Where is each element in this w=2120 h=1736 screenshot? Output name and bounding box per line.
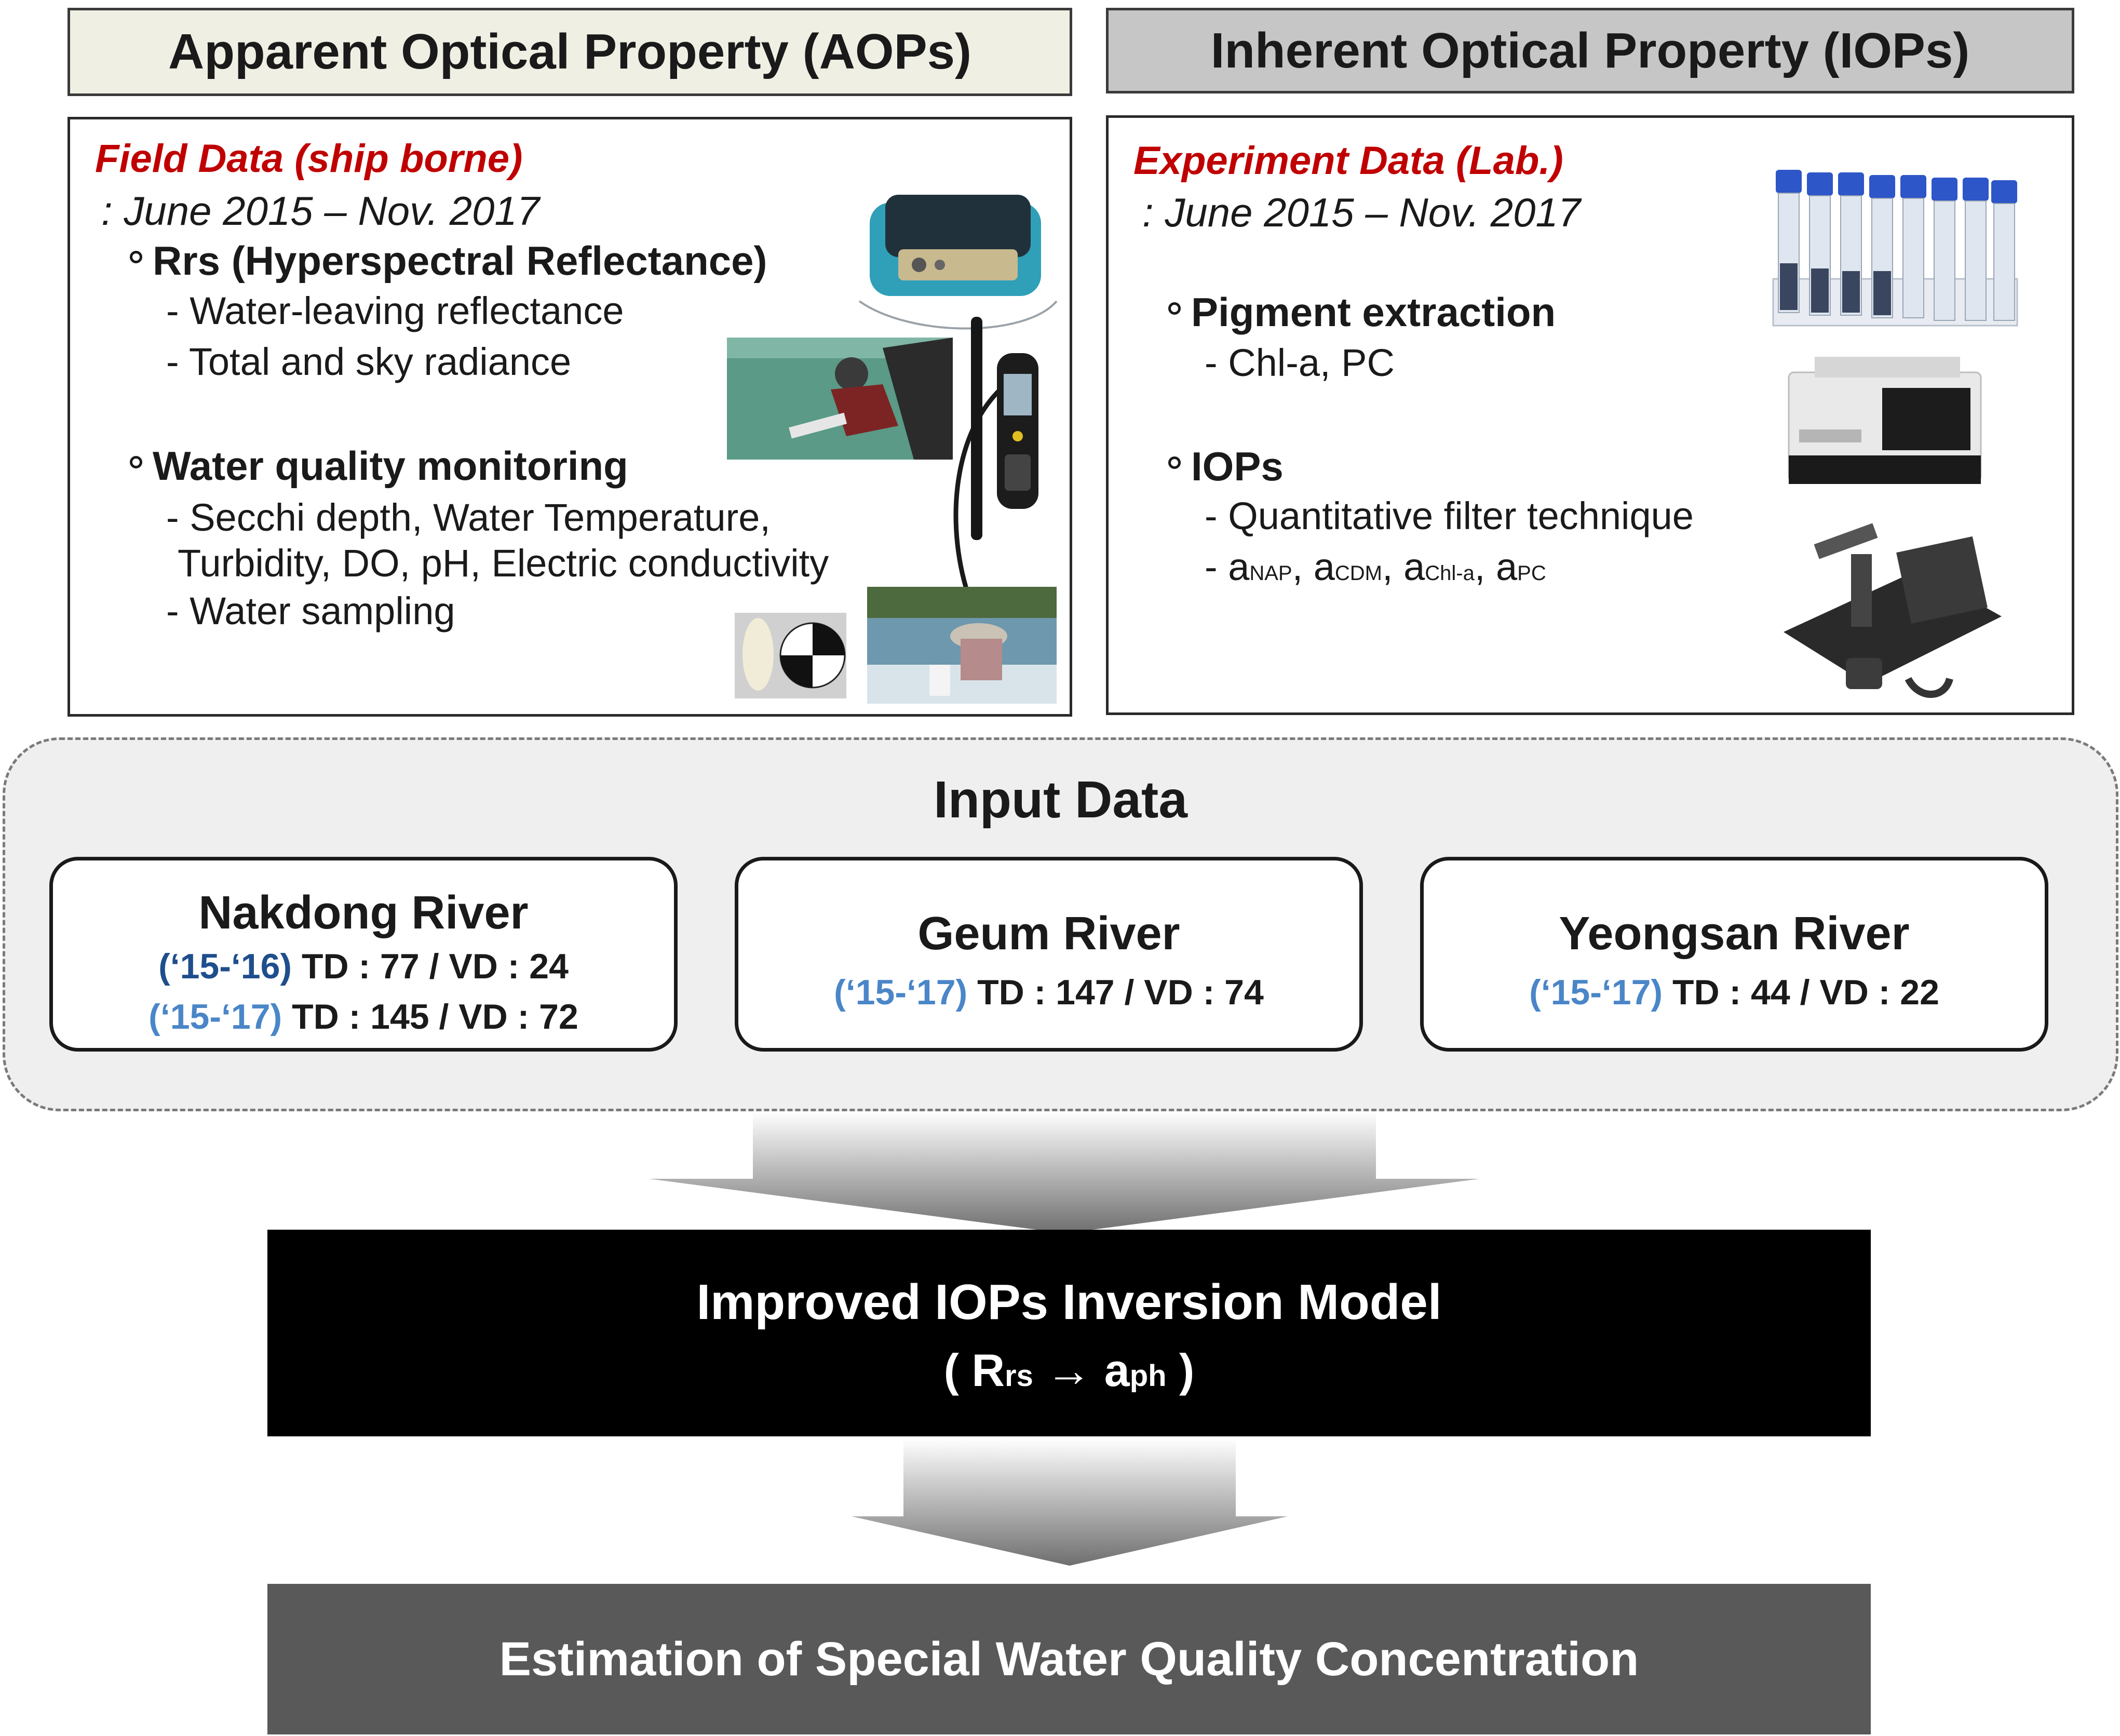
rrs-item-1: - Water-leaving reflectance	[166, 289, 624, 332]
rrs-item-2: - Total and sky radiance	[166, 340, 572, 383]
iop-panel	[1106, 115, 2074, 715]
test-tube-rack-image	[1763, 159, 2022, 333]
river-dataset-line: (‘15-‘17) TD : 147 / VD : 74	[834, 973, 1264, 1012]
spectrophotometer-image	[1784, 352, 1986, 492]
river-card-nakdong	[49, 857, 678, 1052]
iop-header-label: Inherent Optical Property (IOPs)	[1210, 22, 1970, 78]
flow-arrow-down-icon	[852, 1438, 1288, 1566]
pigment-item-1: - Chl-a, PC	[1205, 341, 1395, 384]
iop-header	[1106, 8, 2074, 93]
pigment-extraction-heading: Pigment extraction	[1168, 292, 1556, 332]
field-data-period: : June 2015 – Nov. 2017	[101, 188, 540, 234]
wq-item-3: - Water sampling	[166, 589, 455, 633]
aop-header	[67, 8, 1072, 96]
field-water-sampling-photo	[867, 587, 1057, 704]
water-quality-heading: Water quality monitoring	[130, 446, 628, 486]
river-dataset-line: (‘15-‘17) TD : 44 / VD : 22	[1529, 973, 1939, 1012]
input-data-container	[3, 737, 2118, 1111]
estimation-box	[267, 1584, 1871, 1734]
river-dataset-line: (‘15-‘17) TD : 145 / VD : 72	[148, 997, 578, 1037]
river-card-yeongsan	[1420, 857, 2048, 1052]
experiment-data-title: Experiment Data (Lab.)	[1133, 139, 1563, 183]
rrs-heading: Rrs (Hyperspectral Reflectance)	[130, 240, 767, 281]
aop-panel	[67, 117, 1072, 717]
wq-item-1: - Secchi depth, Water Temperature,	[166, 496, 771, 539]
model-title: Improved IOPs Inversion Model	[696, 1274, 1442, 1330]
absorption-components: - aNAP, aCDM, aChl-a, aPC	[1205, 545, 1546, 588]
input-data-title: Input Data	[934, 771, 1187, 829]
flow-arrow-down-icon	[649, 1111, 1480, 1233]
river-name: Yeongsan River	[1559, 908, 1910, 960]
filter-apparatus-image	[1773, 513, 2012, 710]
iops-item-1: - Quantitative filter technique	[1205, 494, 1694, 537]
river-card-geum	[735, 857, 1363, 1052]
experiment-data-period: : June 2015 – Nov. 2017	[1142, 190, 1581, 235]
secchi-disk-image	[735, 613, 846, 698]
estimation-label: Estimation of Special Water Quality Concentration	[499, 1632, 1639, 1686]
river-name: Nakdong River	[198, 887, 529, 939]
field-data-title: Field Data (ship borne)	[95, 137, 523, 181]
inversion-model-box	[267, 1230, 1871, 1436]
model-formula: ( Rrs → aph )	[943, 1344, 1195, 1396]
boat-sampling-photo	[727, 338, 953, 460]
river-dataset-line: (‘15-‘16) TD : 77 / VD : 24	[158, 947, 569, 986]
river-name: Geum River	[917, 908, 1180, 960]
wq-item-2: Turbidity, DO, pH, Electric conductivity	[178, 542, 829, 585]
iops-heading: IOPs	[1168, 446, 1284, 487]
aop-header-label: Apparent Optical Property (AOPs)	[168, 24, 971, 79]
